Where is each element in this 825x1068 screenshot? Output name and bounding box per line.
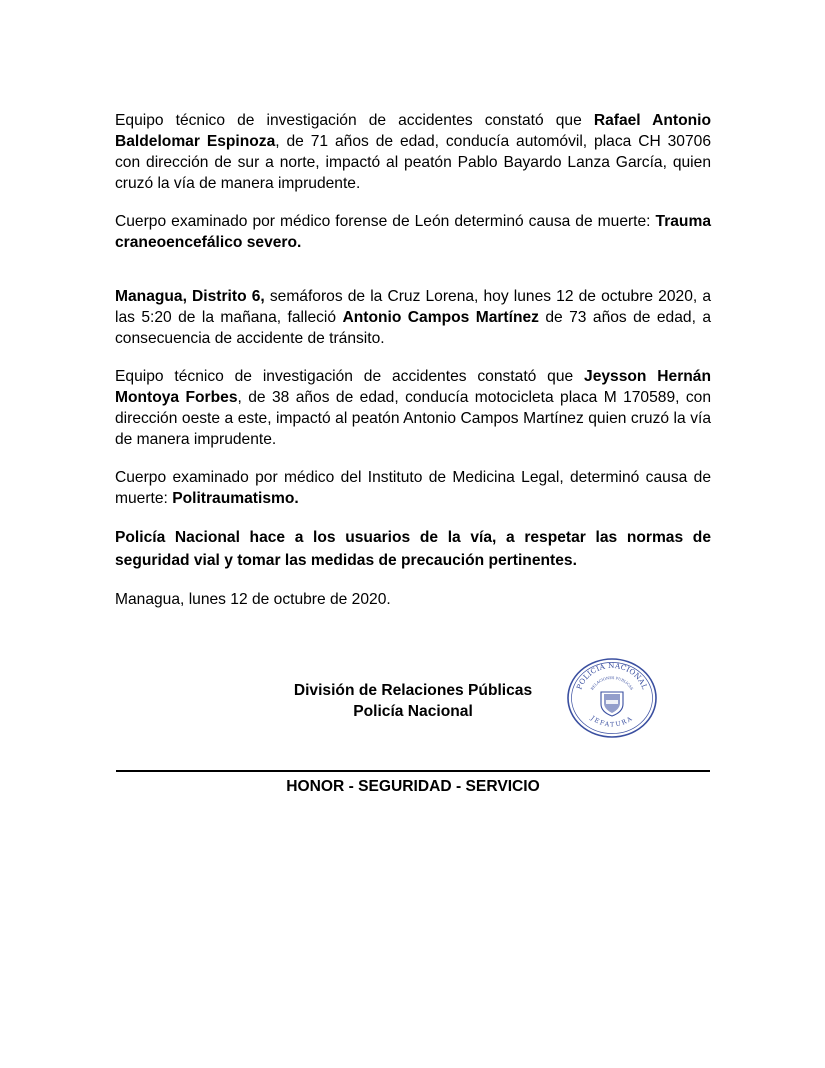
driver-name: Rafael Antonio Baldelomar Espinoza bbox=[115, 112, 712, 150]
text-run: Equipo técnico de investigación de accidentes constató que bbox=[115, 112, 594, 129]
text-run: semáforos de la Cruz Lorena, hoy lunes 12 de octubre 2020, a las 5:20 de la mañana, falleció bbox=[115, 288, 711, 326]
seal-bottom-text: JEFATURA bbox=[589, 714, 635, 729]
svg-text:POLICIA NACIONAL bbox=[575, 661, 650, 691]
text-run: , de 71 años de edad, conducía automóvil, placa CH 30706 con dirección de sur a norte, impactó al peatón Pablo Bayardo Lanza García, quien cruzó la vía de manera imprudente. bbox=[115, 133, 711, 192]
paragraph-cause-of-death-managua bbox=[115, 467, 711, 509]
svg-text:RELACIONES PUBLICAS bbox=[590, 676, 634, 691]
footer-divider bbox=[116, 770, 710, 772]
cause-of-death: Trauma craneoencefálico severo. bbox=[115, 213, 711, 251]
paragraph-date-line bbox=[115, 589, 711, 610]
text-run: Managua, lunes 12 de octubre de 2020. bbox=[115, 591, 391, 608]
text-run: Cuerpo examinado por médico forense de León determinó causa de muerte: bbox=[115, 213, 656, 230]
text-run: Equipo técnico de investigación de accidentes constató que bbox=[115, 368, 585, 385]
paragraph-accident-leon bbox=[115, 110, 711, 194]
text-run: , de 38 años de edad, conducía motocicleta placa M 170589, con dirección oeste a este, impactó al peatón Antonio Campos Martínez quien cruzó la vía de manera imprudente. bbox=[115, 389, 711, 448]
seal-outer-text: POLICIA NACIONAL bbox=[574, 660, 650, 691]
signature-institution: Policía Nacional bbox=[353, 703, 473, 720]
victim-name: Antonio Campos Martínez bbox=[342, 309, 539, 326]
driver-name: Jeysson Hernán Montoya Forbes bbox=[115, 368, 711, 406]
text-run: de 73 años de edad, a consecuencia de accidente de tránsito. bbox=[115, 309, 711, 347]
text-run: Cuerpo examinado por médico del Instituto de Medicina Legal, determinó causa de muerte: bbox=[115, 469, 711, 507]
paragraph-investigation-managua bbox=[115, 366, 711, 450]
seal-inner-text: RELACIONES PUBLICAS bbox=[590, 675, 634, 691]
paragraph-accident-managua bbox=[115, 286, 711, 349]
location: Managua, Distrito 6, bbox=[115, 288, 265, 305]
footer-motto: HONOR - SEGURIDAD - SERVICIO bbox=[286, 778, 540, 795]
text-run: Policía Nacional hace a los usuarios de la vía, a respetar las normas de seguridad vial y tomar las medidas de precaución pertinentes. bbox=[115, 529, 711, 569]
signature-division: División de Relaciones Públicas bbox=[293, 682, 533, 699]
police-seal-icon bbox=[566, 657, 658, 739]
document-body bbox=[115, 110, 711, 627]
paragraph-cause-of-death-leon bbox=[115, 211, 711, 253]
paragraph-safety-appeal bbox=[115, 526, 711, 572]
cause-of-death: Politraumatismo. bbox=[172, 490, 299, 507]
